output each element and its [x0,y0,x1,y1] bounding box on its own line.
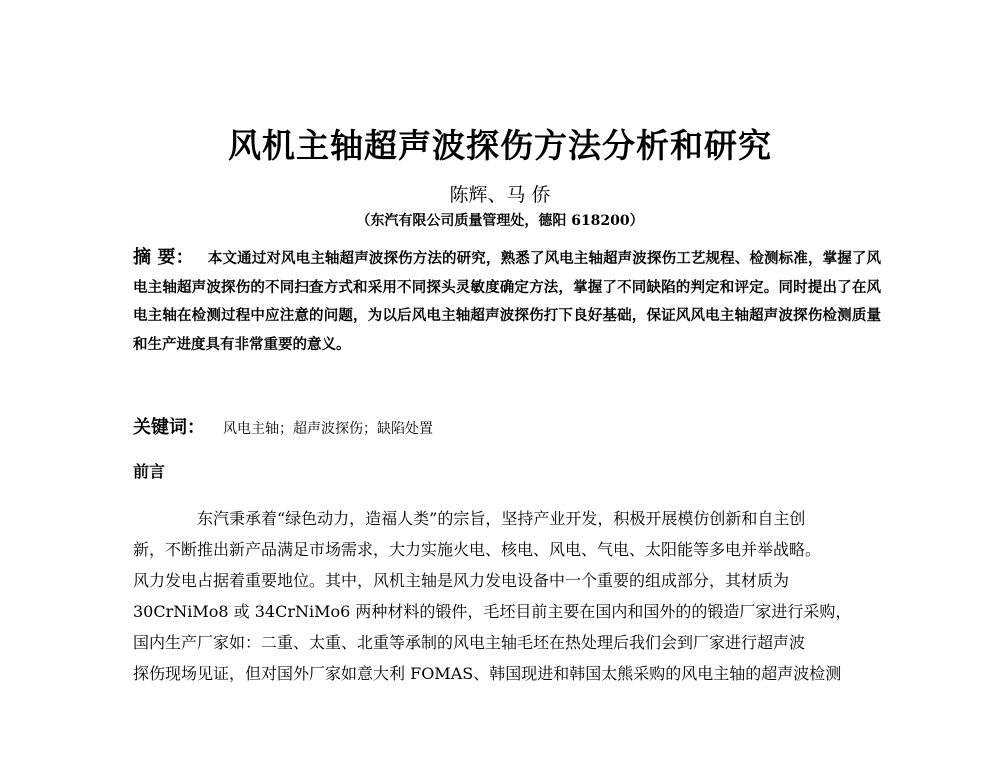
abstract-block [133,244,881,359]
body-line: 探伤现场见证，但对国外厂家如意大利 FOMAS、韩国现进和韩国太熊采购的风电主轴的超声波检测 [133,664,842,683]
abstract-text: 本文通过对风电主轴超声波探伤方法的研究，熟悉了风电主轴超声波探伤工艺规程、检测标准，掌握了风电主轴超声波探伤的不同扫查方式和采用不同探头灵敏度确定方法，掌握了不同缺陷的判定和评定。同时提出了在风电主轴在检测过程中应注意的问题，为以后风电主轴超声波探伤打下良好基础，保证风风电主轴超声波探伤检测质量和生产进度具有非常重要的意义。 [133,250,881,353]
paper-affiliation: （东汽有限公司质量管理处，德阳 618200） [356,213,644,229]
paper-title: 风机主轴超声波探伤方法分析和研究 [228,126,772,165]
abstract-label: 摘 要： [133,247,194,268]
body-line: 风力发电占据着重要地位。其中，风机主轴是风力发电设备中一个重要的组成部分，其材质为 [133,571,790,590]
body-line: 东汽秉承着“绿色动力，造福人类”的宗旨，坚持产业开发，积极开展模仿创新和自主创 [197,509,806,528]
keywords-label: 关键词： [133,417,205,438]
section-heading-preface: 前言 [133,462,166,481]
keywords-text: 风电主轴；超声波探伤；缺陷处置 [223,421,433,437]
body-paragraph [133,503,885,689]
paper-authors: 陈辉、马 侨 [449,184,551,206]
keywords-block [133,416,881,441]
body-line: 新，不断推出新产品满足市场需求，大力实施火电、核电、风电、气电、太阳能等多电并举战略。 [133,540,822,559]
body-line: 30CrNiMo8 或 34CrNiMo6 两种材料的锻件，毛坯目前主要在国内和国外的的锻造厂家进行采购， [133,602,852,621]
body-line: 国内生产厂家如：二重、太重、北重等承制的风电主轴毛坯在热处理后我们会到厂家进行超声波 [133,633,806,652]
